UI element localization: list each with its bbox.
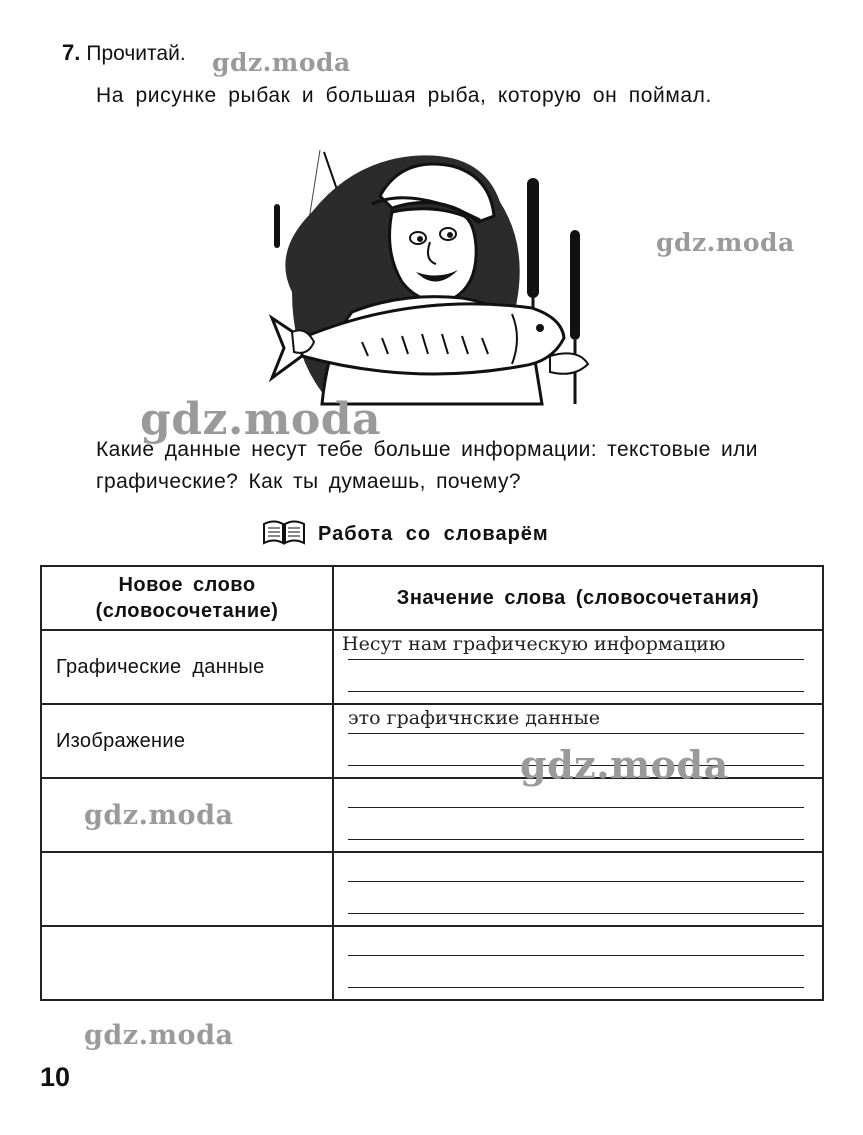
fisherman-illustration xyxy=(232,142,612,417)
handwritten-answer: Несут нам графическую информацию xyxy=(342,633,726,655)
table-row xyxy=(41,630,823,704)
task-question: Какие данные несут тебе больше информации: текстовые или графические? Как ты думаешь, почему? xyxy=(96,438,758,493)
table-cell-meaning[interactable] xyxy=(333,926,823,1000)
table-cell-meaning[interactable] xyxy=(333,704,823,778)
watermark: gdz.moda xyxy=(656,228,795,257)
table-cell-word: Изображение xyxy=(41,704,333,778)
table-cell-word[interactable] xyxy=(41,926,333,1000)
watermark: gdz.moda xyxy=(520,742,729,787)
writing-line xyxy=(348,659,804,660)
watermark: gdz.moda xyxy=(212,48,351,77)
dictionary-heading xyxy=(262,518,549,551)
page-number: 10 xyxy=(40,1062,71,1092)
watermark: gdz.moda xyxy=(84,1020,234,1051)
writing-line xyxy=(348,913,804,914)
table-cell-word[interactable] xyxy=(41,852,333,926)
table-cell-word[interactable] xyxy=(41,778,333,852)
writing-line xyxy=(348,987,804,988)
table-cell-meaning[interactable] xyxy=(333,852,823,926)
writing-line xyxy=(348,955,804,956)
table-row xyxy=(41,926,823,1000)
dictionary-table xyxy=(40,565,824,1001)
writing-line xyxy=(348,733,804,734)
table-row xyxy=(41,778,823,852)
table-cell-meaning[interactable] xyxy=(333,778,823,852)
watermark: gdz.moda xyxy=(84,800,234,831)
task-text: На рисунке рыбак и большая рыба, которую он поймал. xyxy=(96,84,712,107)
open-book-icon xyxy=(262,518,306,551)
task-instruction: Прочитай. xyxy=(86,42,186,65)
writing-line xyxy=(348,691,804,692)
writing-line xyxy=(348,839,804,840)
column-header-new-word: Новое слово (словосочетание) xyxy=(41,566,333,630)
handwritten-answer: это графичнские данные xyxy=(348,707,601,729)
table-header-row xyxy=(41,566,823,630)
writing-line xyxy=(348,765,804,766)
dictionary-title: Работа со словарём xyxy=(318,523,549,545)
column-header-meaning: Значение слова (словосочетания) xyxy=(333,566,823,630)
table-row xyxy=(41,704,823,778)
table-cell-meaning[interactable] xyxy=(333,630,823,704)
writing-line xyxy=(348,807,804,808)
writing-line xyxy=(348,881,804,882)
task-header xyxy=(62,40,186,66)
task-number: 7. xyxy=(62,40,81,65)
watermark: gdz.moda xyxy=(140,394,382,445)
table-row xyxy=(41,852,823,926)
table-cell-word: Графические данные xyxy=(41,630,333,704)
